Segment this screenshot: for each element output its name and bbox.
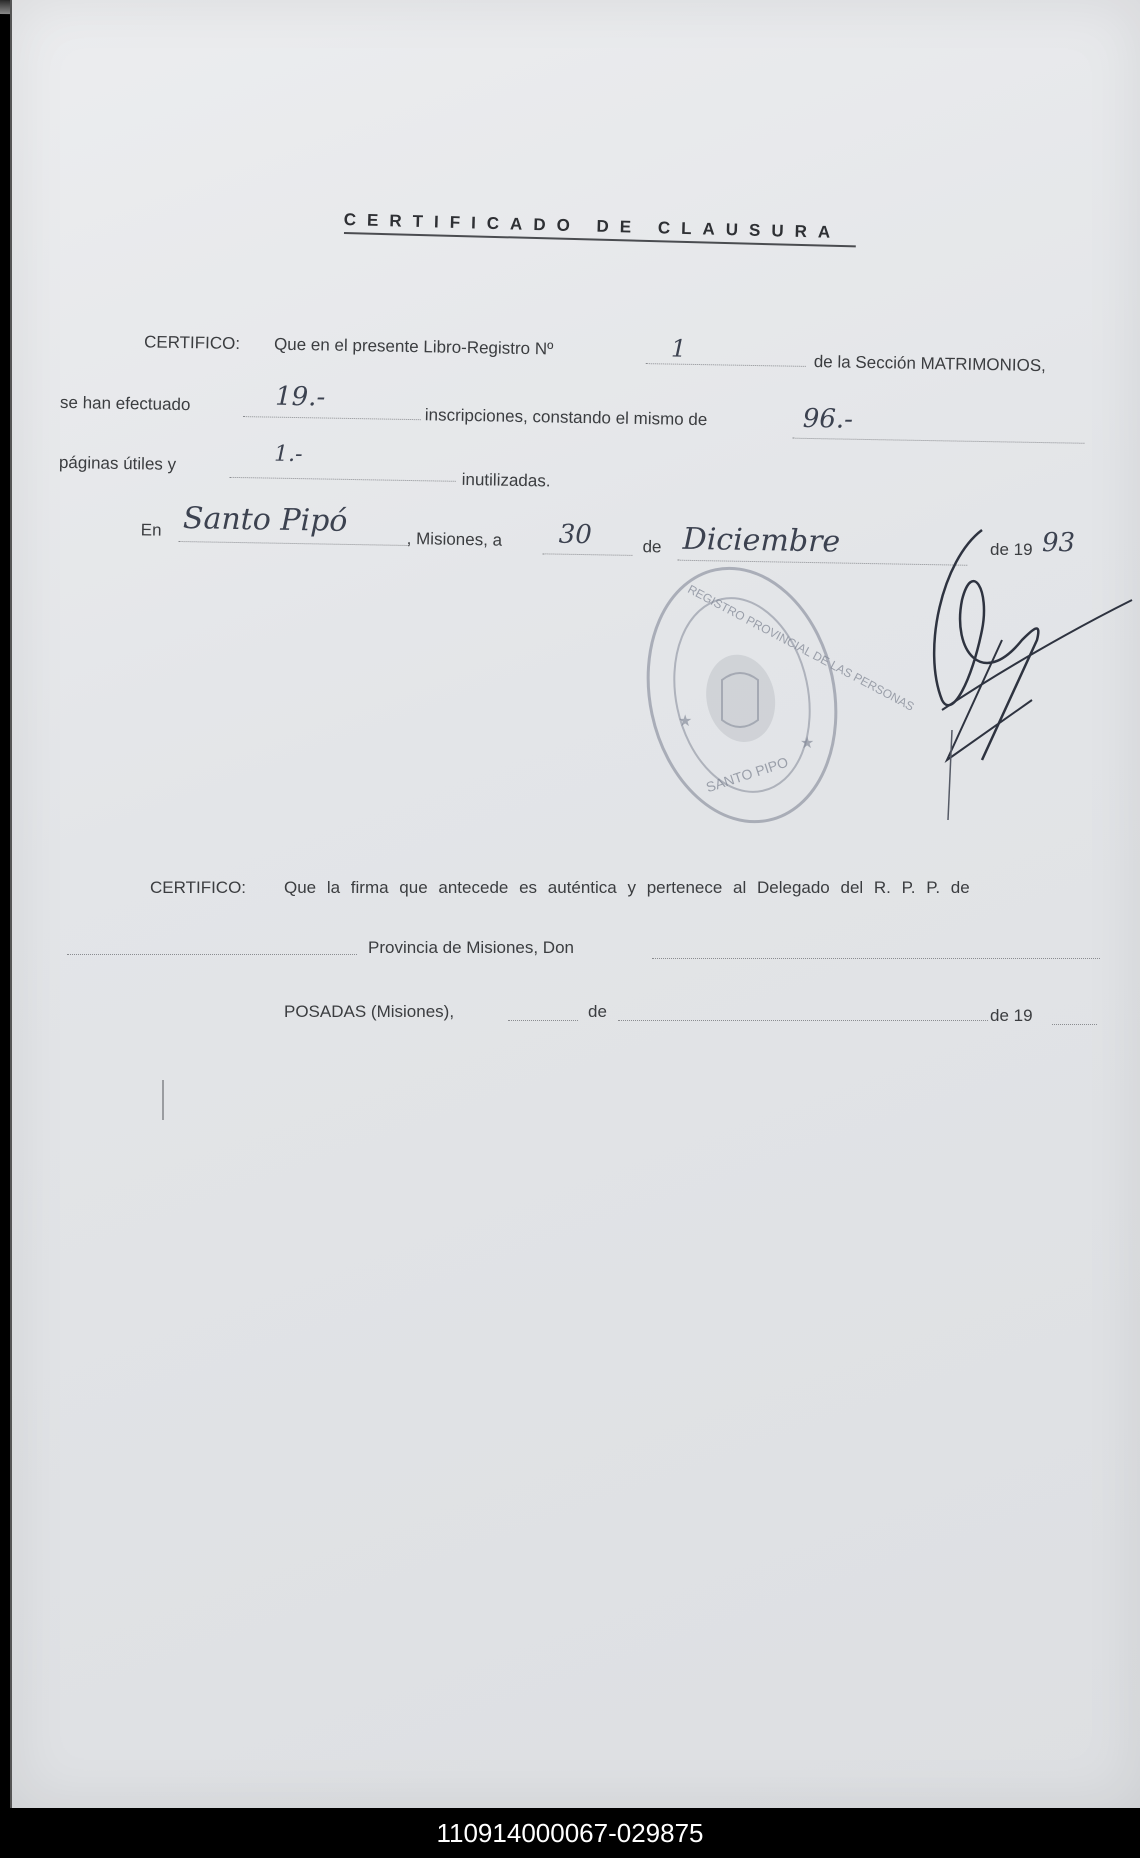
para1-line2-start: se han efectuado	[59, 392, 191, 415]
para2-de-label: de	[588, 1002, 607, 1021]
para1-line1-text: Que en el presente Libro-Registro Nº	[273, 334, 554, 359]
official-seal	[642, 560, 842, 830]
para2-line2-mid: Provincia de Misiones, Don	[368, 938, 574, 957]
seal-ring-text: REGISTRO PROVINCIAL DE LAS PERSONAS	[685, 582, 917, 714]
anio-handwritten: 93	[1042, 528, 1076, 558]
para1-line3-start: páginas útiles y	[58, 452, 177, 474]
mes-handwritten: Diciembre	[682, 521, 841, 560]
document-title: CERTIFICADO DE CLAUSURA	[343, 210, 842, 243]
seal-bottom-text: SANTO PIPO	[704, 753, 791, 796]
para2-line2-blank-right	[652, 958, 1100, 959]
inutilizadas-numero: 1.-	[273, 441, 303, 468]
inscripciones-line	[243, 416, 421, 420]
paginas-numero: 96.-	[802, 403, 854, 435]
paginas-line	[792, 438, 1084, 444]
libro-numero: 1	[670, 334, 687, 363]
posadas-mes-line	[618, 1020, 988, 1021]
lugar-handwritten: Santo Pipó	[182, 501, 348, 539]
posadas-anio-line	[1052, 1024, 1097, 1025]
posadas-label: POSADAS (Misiones),	[284, 1002, 455, 1021]
document-page	[10, 0, 1140, 1808]
inutilizadas-line	[230, 477, 456, 482]
inscripciones-numero: 19.-	[274, 381, 326, 413]
para1-line3-end: inutilizadas.	[461, 469, 551, 491]
posadas-dia-line	[508, 1020, 578, 1021]
para1-line1-end: de la Sección MATRIMONIOS,	[813, 352, 1047, 376]
lugar-line	[179, 541, 409, 546]
de-label-1: de	[642, 537, 662, 557]
certifico-label-2: CERTIFICO:	[150, 878, 247, 897]
de-19-label: de 19	[990, 540, 1033, 559]
footer-bar	[0, 1808, 1140, 1858]
page-mark	[162, 1080, 164, 1120]
handwritten-signature	[912, 520, 1132, 830]
libro-numero-line	[646, 363, 806, 367]
para1-line2-mid: inscripciones, constando el mismo de	[424, 405, 708, 430]
para2-de19-label: de 19	[990, 1006, 1033, 1025]
dia-line	[542, 553, 632, 556]
en-label: En	[140, 520, 162, 540]
document-id: 110914000067-029875	[436, 1818, 704, 1848]
para2-line2-blank-left	[67, 954, 357, 955]
para2-line1-text: Que la firma que antecede es auténtica y pertenece al Delegado del R. P. P. de	[284, 878, 970, 897]
dia-handwritten: 30	[558, 519, 593, 551]
svg-text:★: ★	[678, 713, 693, 730]
svg-text:★: ★	[800, 735, 815, 752]
certifico-label-1: CERTIFICO:	[143, 332, 241, 354]
misiones-a: , Misiones, a	[406, 528, 503, 550]
